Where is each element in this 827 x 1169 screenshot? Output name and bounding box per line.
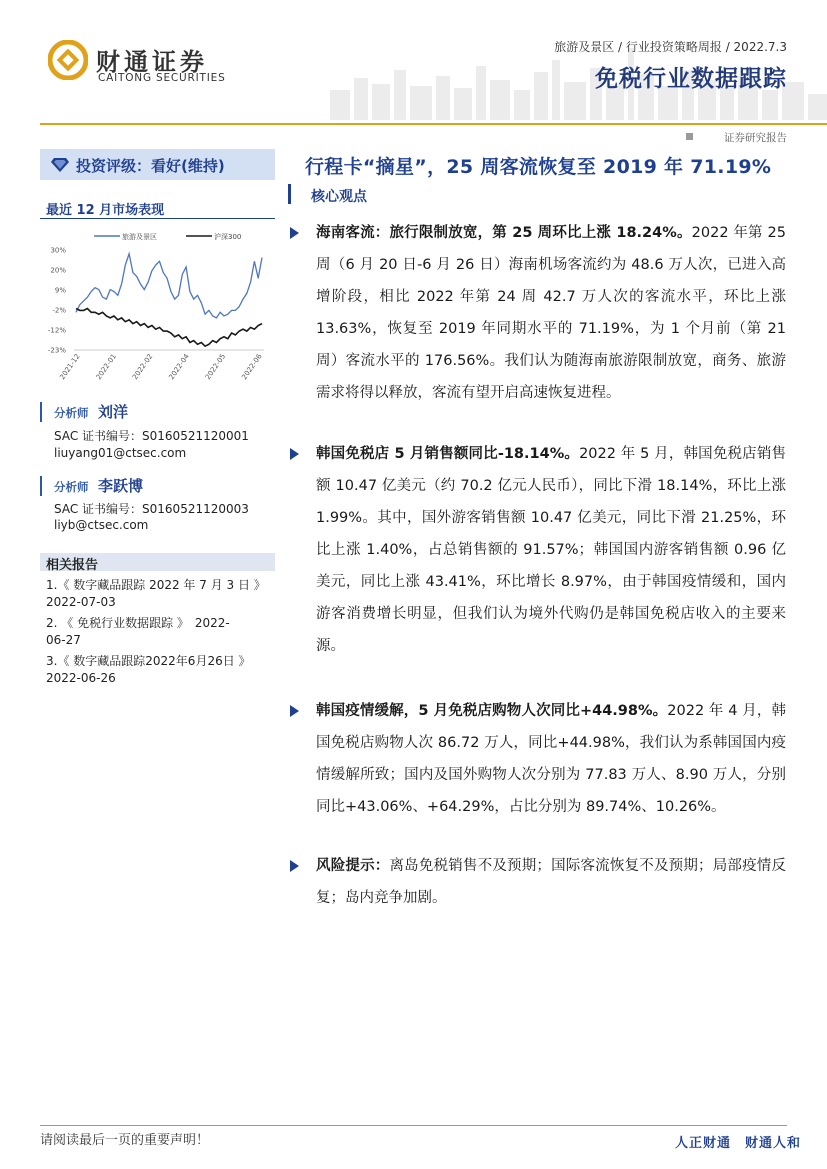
header-divider: [40, 123, 827, 125]
analyst-marker: [40, 476, 42, 496]
paragraph-korea-shoppers: [316, 695, 786, 823]
y-tick-label: -23%: [47, 346, 66, 355]
y-axis-ticks: [48, 247, 66, 355]
triangle-bullet-icon: [290, 705, 299, 717]
x-tick-label: 2022-02: [131, 352, 155, 382]
paragraph-lead: 风险提示：: [316, 858, 390, 874]
paragraph-body: 2022 年 5 月，韩国免税店销售额 10.47 亿美元（约 70.2 亿元人民币），同比下滑 18.14%，环比上涨 1.99%。其中，国外游客销售额 10.47 亿美元，同比下滑 21.25%，环比上涨 1.40%，占总销售额的 91.57%；韩国国内游客销售额 0.96 亿美元，同比上涨 43.41%，环比增长 8.97%，由于韩国疫情缓和，国内游客消费增长明显，但我们认为境外代购仍是韩国免税店收入的主要来源。: [316, 446, 786, 654]
paragraph-lead: 韩国免税店 5 月销售额同比-18.14%。: [316, 446, 580, 462]
y-tick-label: -12%: [47, 326, 66, 335]
x-tick-label: 2022-06: [240, 352, 264, 382]
legend-label-hs300: 沪深300: [214, 233, 242, 241]
footer-divider: [40, 1125, 787, 1126]
series-line-tourism: [76, 254, 262, 318]
x-tick-label: 2022-04: [167, 352, 191, 382]
analyst-label: 分析师: [54, 406, 89, 420]
disclaimer-notice: 请阅读最后一页的重要声明！: [40, 1133, 210, 1148]
related-report-date: 06-27: [46, 633, 81, 647]
related-report-link[interactable]: 1.《 数字藏品跟踪 2022 年 7 月 3 日 》: [46, 578, 266, 592]
analyst-email[interactable]: liyb@ctsec.com: [54, 518, 149, 532]
y-tick-label: 9%: [54, 286, 66, 295]
caitong-logo-icon: [48, 40, 88, 80]
related-report-link[interactable]: 2. 《 免税行业数据跟踪 》 2022-: [46, 616, 230, 630]
report-header: [0, 0, 827, 144]
market-performance-chart: [36, 222, 276, 392]
paragraph-lead: 韩国疫情缓解，5 月免税店购物人次同比+44.98%。: [316, 703, 668, 719]
x-tick-label: 2022-01: [94, 352, 119, 382]
report-type-label: 证券研究报告: [724, 132, 787, 144]
series-line-hs300: [76, 309, 262, 347]
analyst-name: 李跃博: [98, 477, 144, 495]
x-tick-label: 2021-12: [58, 352, 82, 382]
paragraph-lead: 海南客流：旅行限制放宽，第 25 周环比上涨 18.24%。: [316, 225, 692, 241]
paragraph-hainan-traffic: [316, 217, 786, 409]
market-title-underline: [40, 218, 275, 219]
analyst-marker: [40, 402, 42, 422]
triangle-bullet-icon: [290, 860, 299, 872]
related-report-date: 2022-06-26: [46, 671, 116, 685]
report-series-title: 免税行业数据跟踪: [595, 66, 787, 92]
square-bullet-icon: [686, 133, 693, 140]
triangle-bullet-icon: [290, 448, 299, 460]
paragraph-body: 离岛免税销售不及预期；国际客流恢复不及预期；局部疫情反复；岛内竞争加剧。: [316, 858, 786, 906]
related-report-date: 2022-07-03: [46, 595, 116, 609]
report-headline: 行程卡“摘星”，25 周客流恢复至 2019 年 71.19%: [305, 156, 772, 178]
paragraph-body: 2022 年 4 月，韩国免税店购物人次 86.72 万人，同比+44.98%，我们认为系韩国国内疫情缓解所致；国内及国外购物人次分别为 77.83 万人、8.90 万人，分别同比+43.06%、+64.29%，占比分别为 89.74%、10.26%。: [316, 703, 786, 815]
paragraph-body: 2022 年第 25 周（6 月 20 日-6 月 26 日）海南机场客流约为 48.6 万人次，已进入高增阶段，相比 2022 年第 24 周 42.7 万人次的客流水平，环比上涨 13.63%，恢复至 2019 年同期水平的 71.19%，为 1 个月前（第 21 周）客流水平的 176.56%。我们认为随海南旅游限制放宽，商务、旅游需求将得以释放，客流有望开启高速恢复进程。: [316, 225, 786, 401]
analyst-email[interactable]: liuyang01@ctsec.com: [54, 446, 187, 460]
market-performance-title: 最近 12 月市场表现: [46, 203, 165, 218]
breadcrumb: 旅游及景区 / 行业投资策略周报 / 2022.7.3: [554, 40, 787, 54]
x-tick-label: 2022-05: [203, 352, 228, 382]
chart-legend: [94, 232, 241, 241]
footer-slogan: 人正财通 财通人和: [674, 1136, 801, 1151]
related-report-link[interactable]: 3.《 数字藏品跟踪2022年6月26日 》: [46, 654, 251, 668]
series-layer: [76, 254, 262, 346]
core-views-heading: 核心观点: [311, 189, 367, 205]
analyst-name: 刘洋: [98, 403, 129, 421]
analyst-sac-number: SAC 证书编号：S0160521120003: [54, 502, 249, 516]
logo-english-name: CAITONG SECURITIES: [98, 72, 226, 84]
investment-rating: 投资评级：看好(维持): [76, 157, 225, 175]
analyst-sac-number: SAC 证书编号：S0160521120001: [54, 429, 249, 443]
y-tick-label: -2%: [52, 306, 66, 315]
section-marker: [288, 184, 291, 204]
paragraph-risk-warning: [316, 850, 786, 914]
logo-chinese-name: 财通证券: [96, 48, 208, 76]
legend-label-tourism: 旅游及景区: [122, 233, 157, 241]
related-reports-title: 相关报告: [46, 558, 99, 573]
x-axis-ticks: [58, 352, 264, 381]
diamond-icon: [50, 157, 70, 173]
triangle-bullet-icon: [290, 227, 299, 239]
y-tick-label: 30%: [50, 246, 66, 255]
y-tick-label: 20%: [50, 266, 66, 275]
analyst-label: 分析师: [54, 480, 89, 494]
paragraph-korea-sales: [316, 438, 786, 662]
